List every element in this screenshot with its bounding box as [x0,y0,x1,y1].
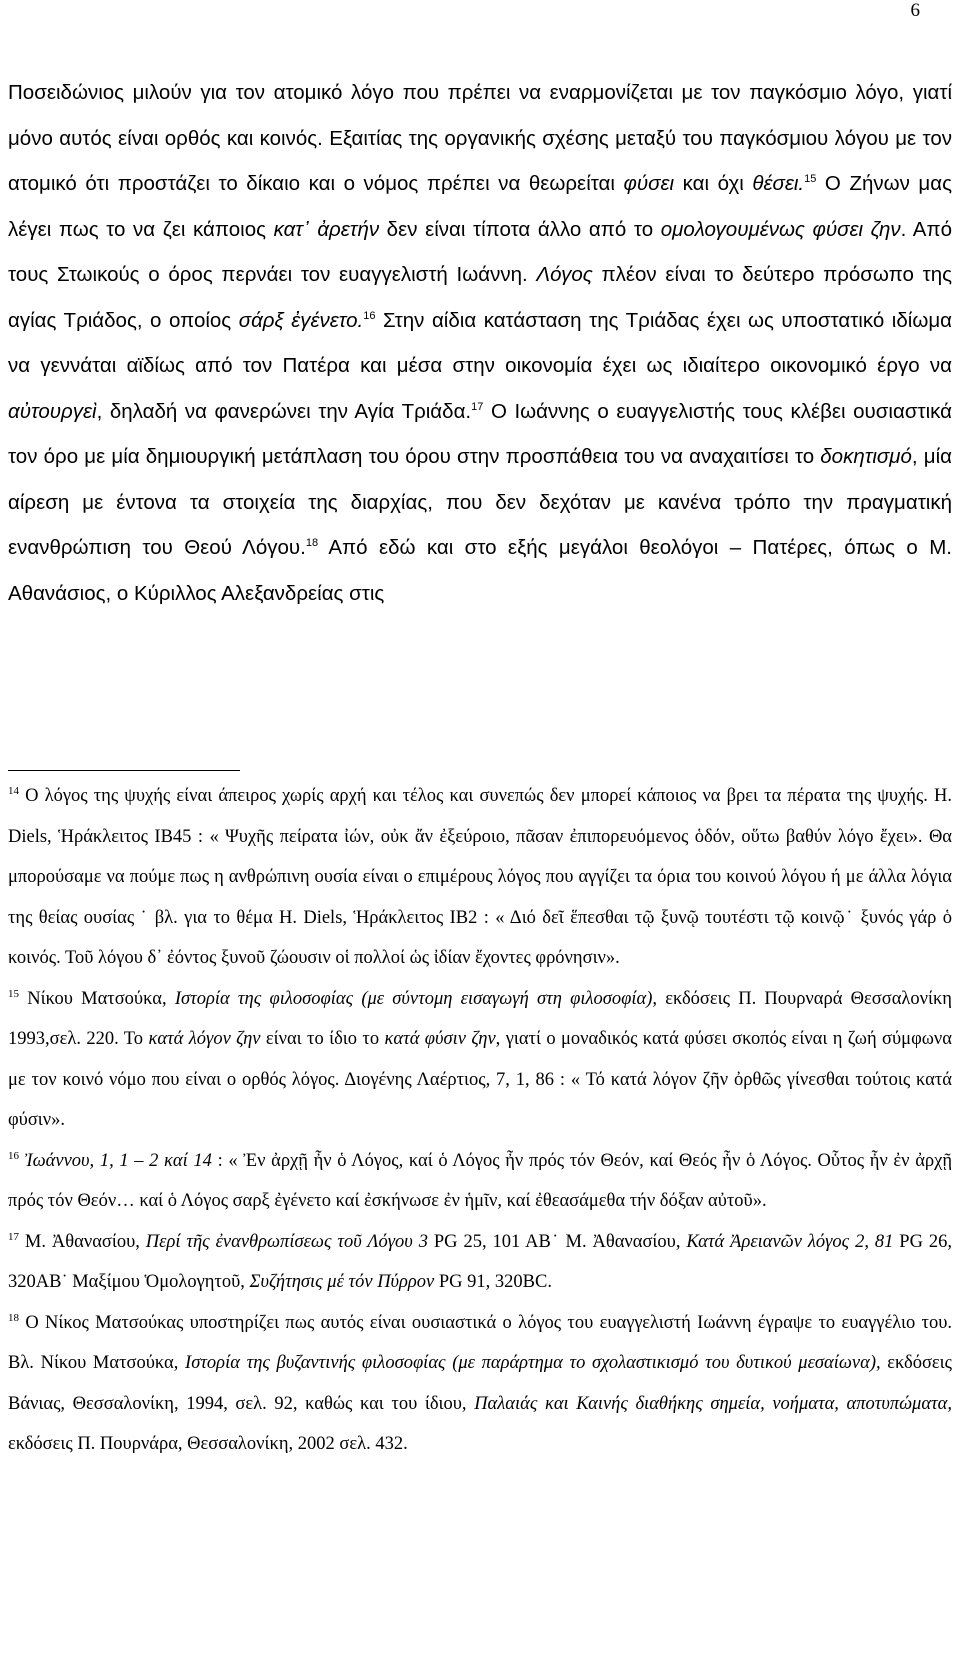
page-number: 6 [910,0,920,21]
footnote-ref-17: 17 [471,400,484,413]
footnote-ref-18: 18 [305,537,319,550]
footnote-16: $^{16}$ Ἰωάννου, 1, 1 – 2 καί 14 : « Ἐν ἀρχῇ ἦν ὁ Λόγος, καί ὁ Λόγος ἦν πρός τόν Θεόν, καί Θεός ἦν ὁ Λόγος. Οὗτος ἦν ἐν ἀρχῇ πρός τόν Θεόν… καί ὁ Λόγος σαρξ ἐγένετο καί ἐσκήνωσε ἐν ἡμῖν, καί ἐθεασάμεθα τήν δόξαν αὐτοῦ». [8,1149,952,1211]
footnote-18: $^{18}$ Ο Νίκος Ματσούκας υποστηρίζει πως αυτός είναι ουσιαστικά ο λόγος του ευαγγελιστή Ιωάννη έγραψε το ευαγγέλιο του. Βλ. Νίκου Ματσούκα, Ιστορία της βυζαντινής φιλοσοφίας (με παράρτημα το σχολαστικισμό του δυτικού μεσαίωνα), εκδόσεις Βάνιας, Θεσσαλονίκη, 1994, σελ. 92, καθώς και του ίδιου, Παλαιάς και Καινής διαθήκης σημεία, νοήματα, αποτυπώματα, εκδόσεις Π. Πουρνάρα, Θεσσαλονίκη, 2002 σελ. 432. [8,1311,952,1454]
footnote-ref-16: 16 [363,309,376,322]
footnote-14: $^{14}$ Ο λόγος της ψυχής είναι άπειρος χωρίς αρχή και τέλος και συνεπώς δεν μπορεί κάποιος να βρει τα πέρατα της ψυχής. H. Diels, Ἡράκλειτος ΙΒ45 : « Ψυχῆς πείρατα ἰών, οὐκ ἄν ἐξεύροιο, πᾶσαν ἐπιπορευόμενος ὁδόν, οὕτω βαθύν λόγο ἔχει». Θα μπορούσαμε να πούμε πως η ανθρώπινη ουσία είναι ο επιμέρους λόγος που αγγίζει τα όρια του κοινού λόγου ή με άλλα λόγια της θείας ουσίας ˙ βλ. για το θέμα H. Diels, Ἡράκλειτος ΙΒ2 : « Διό δεῖ ἕπεσθαι τῷ ξυνῷ τουτέστι τῷ κοινῷ˙ ξυνός γάρ ὁ κοινός. Τοῦ λόγου δ᾽ ἐόντος ξυνοῦ ζώουσιν οἱ πολλοί ὡς ἰδίαν ἔχοντες φρόνησιν». [8,784,952,968]
footnotes [8,776,952,1465]
body-paragraph: Ποσειδώνιος μιλούν για τον ατομικό λόγο που πρέπει να εναρμονίζεται με τον παγκόσμιο λόγο, γιατί μόνο αυτός είναι ορθός και κοινός. Εξαιτίας της οργανικής σχέσης μεταξύ του παγκόσμιου λόγου με τον ατομικό ότι προστάζει το δίκαιο και ο νόμος πρέπει να θεωρείται φύσει και όχι θέσει.$^{15}$ Ο Ζήνων μας λέγει πως το να ζει κάποιος κατ᾽ ἀρετήν δεν είναι τίποτα άλλο από το ομολογουμένως φύσει ζην. Από τους Στωικούς ο όρος περνάει τον ευαγγελιστή Ιωάννη. Λόγος πλέον είναι το δεύτερο πρόσωπο της αγίας Τριάδος, ο οποίος σάρξ ἐγένετο.$^{16}$ Στην αίδια κατάσταση της Τριάδας έχει ως υποστατικό ιδίωμα να γεννάται αϊδίως από τον Πατέρα και μέσα στην οικονομία έχει ως ιδιαίτερο οικονομικό έργο να αὐτουργεὶ, δηλαδή να φανερώνει την Αγία Τριάδα.$^{17}$ Ο Ιωάννης ο ευαγγελιστής τους κλέβει ουσιαστικά τον όρο με μία δημιουργική μετάπλαση του όρου στην προσπάθεια του να αναχαιτίσει το δοκητισμό, μία αίρεση με έντονα τα στοιχεία της διαρχίας, που δεν δεχόταν με κανένα τρόπο την πραγματική ενανθρώπιση του Θεού Λόγου.$^{18}$ Από εδώ και στο εξής μεγάλοι θεολόγοι – Πατέρες, όπως ο Μ. Αθανάσιος, ο Κύριλλος Αλεξανδρείας στις [8,81,953,605]
footnote-ref-15: 15 [804,173,817,186]
body-text [8,70,952,616]
footnote-15: $^{15}$ Νίκου Ματσούκα, Ιστορία της φιλοσοφίας (με σύντομη εισαγωγή στη φιλοσοφία), εκδόσεις Π. Πουρναρά Θεσσαλονίκη 1993,σελ. 220. Το κατά λόγον ζην είναι το ίδιο το κατά φύσιν ζην, γιατί ο μοναδικός κατά φύσει σκοπός είναι η ζωή σύμφωνα με τον κοινό νόμο που είναι ο ορθός λόγος. Διογένης Λαέρτιος, 7, 1, 86 : « Τό κατά λόγον ζῆν ὀρθῶς γίνεσθαι τούτοις κατά φύσιν». [8,987,952,1130]
footnote-17: $^{17}$ Μ. Ἀθανασίου, Περί τῆς ἐνανθρωπίσεως τοῦ Λόγου 3 PG 25, 101 AB˙ Μ. Ἀθανασίου, Κατά Ἀρειανῶν λόγος 2, 81 PG 26, 320AB˙ Μαξίμου Ὁμολογητοῦ, Συζήτησις μέ τόν Πύρρον PG 91, 320BC. [8,1230,953,1292]
footnote-separator [8,770,240,771]
